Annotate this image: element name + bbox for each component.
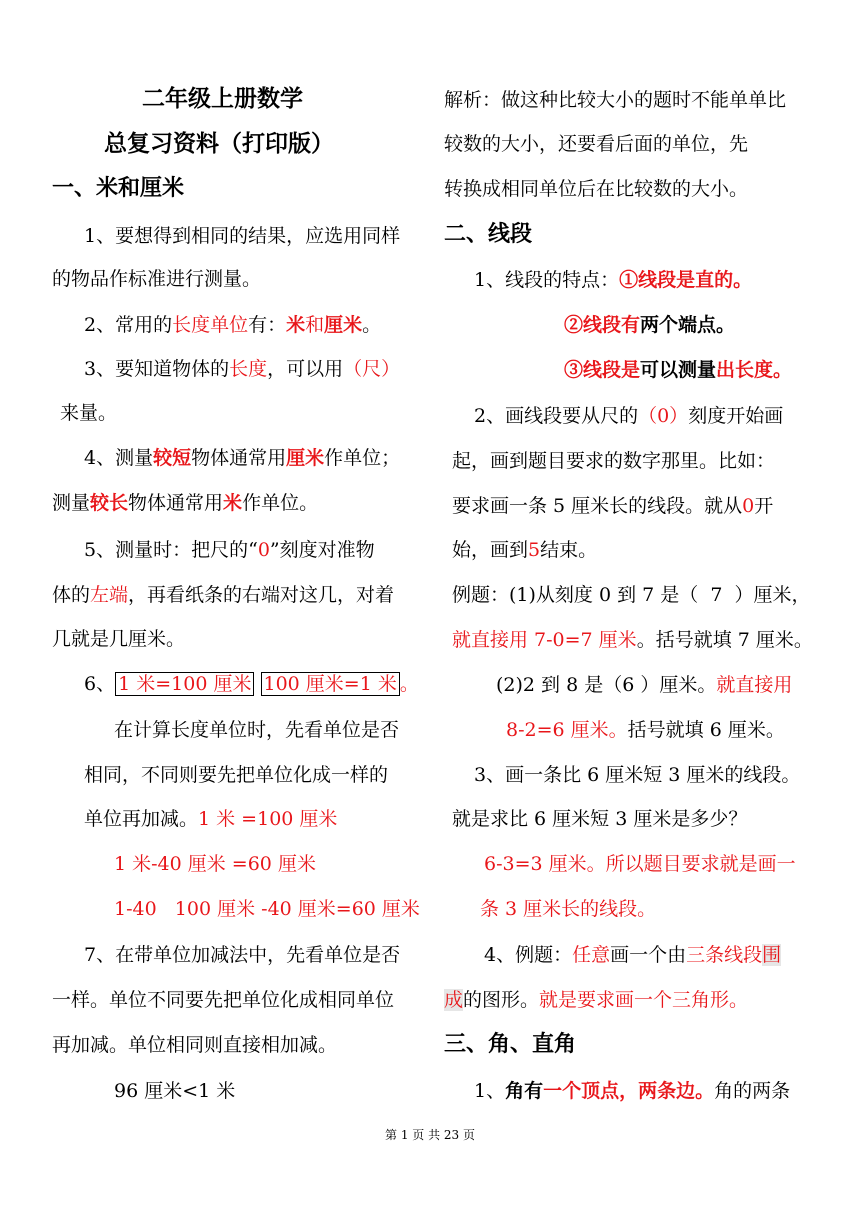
s1-calc-line1: 1 米-40 厘米 =60 厘米: [114, 853, 316, 875]
title-line-1: 二年级上册数学: [142, 86, 303, 112]
text-red: 任意: [572, 944, 611, 966]
text: 的图形。: [463, 989, 540, 1011]
text-bold: 角有: [505, 1080, 544, 1102]
text-red: 1 米 =100 厘米: [198, 808, 338, 830]
text: 单位再加减。: [84, 808, 199, 830]
s2-p2-line3: [452, 491, 773, 521]
s2-p2-line2: 起，画到题目要求的数字那里。比如：: [452, 450, 776, 472]
s2-p1-line2: [564, 310, 735, 340]
text-red: 三条线段: [686, 944, 763, 966]
s2-p3-line1: 3、画一条比 6 厘米短 3 厘米的线段。: [474, 764, 801, 786]
s1-p7-line2: 一样。单位不同要先把单位化成相同单位: [52, 989, 395, 1011]
s1-p6b-line1: 在计算长度单位时，先看单位是否: [114, 719, 400, 741]
text-red: 左端: [90, 584, 129, 606]
text-red-bold: 较长: [90, 492, 129, 514]
text: 6、: [84, 673, 116, 695]
s2-p2-line1: [474, 401, 783, 431]
s1-p7-example: 96 厘米<1 米: [114, 1080, 236, 1102]
text: 开: [754, 495, 774, 517]
text: 括号就填 6 厘米。: [627, 719, 785, 741]
formula-box-1: 1 米=100 厘米: [115, 672, 254, 696]
text-red-highlight: 成: [444, 989, 464, 1011]
text: 结束。: [540, 539, 598, 561]
s2-p3-line4: 条 3 厘米长的线段。: [480, 898, 657, 920]
s1-p2: [84, 310, 381, 340]
s3-p1-line1: [474, 1076, 790, 1106]
text-red-bold: 出长度。: [716, 359, 793, 381]
text-red-bold: 厘米: [286, 447, 325, 469]
text-red: 8-2=6 厘米。: [506, 719, 628, 741]
s2-p1-line1: [474, 265, 752, 295]
text: 1、: [474, 1080, 506, 1102]
text-red: 长度: [229, 358, 268, 380]
text: 物体通常用: [191, 447, 287, 469]
title-line-2: 总复习资料（打印版）: [104, 131, 334, 157]
s1-p5-line1: [84, 535, 375, 565]
text: 2、常用的: [84, 314, 173, 336]
s1-p5-line3: 几就是几厘米。: [52, 628, 186, 650]
text: 1、线段的特点：: [474, 269, 620, 291]
s1-p7-line3: 再加减。单位相同则直接相加减。: [52, 1034, 338, 1056]
text-red: 5: [528, 539, 541, 561]
text-red: 。: [399, 673, 419, 695]
text: 画一个由: [610, 944, 687, 966]
analysis-line2: 较数的大小，还要看后面的单位，先: [444, 133, 749, 155]
s1-p7-line1: 7、在带单位加减法中，先看单位是否: [84, 944, 401, 966]
s1-p6b-line2: 相同，不同则要先把单位化成一样的: [84, 764, 389, 786]
s1-p4-line1: [84, 443, 400, 473]
text-red-bold: 米: [223, 492, 243, 514]
text-red: 就直接用 7-0=7 厘米: [452, 629, 637, 651]
text-red: 长度单位: [172, 314, 249, 336]
s1-calc-line2: 1-40 100 厘米 -40 厘米=60 厘米: [114, 898, 420, 920]
s1-p5-line2: [52, 580, 394, 610]
text-bold: 两个端点。: [640, 314, 736, 336]
text: 4、例题：: [484, 944, 573, 966]
s1-p3-line2: 来量。: [60, 402, 118, 424]
s2-p3-line3: 6-3=3 厘米。所以题目要求就是画一: [484, 853, 796, 875]
page-footer: 第 1 页 共 23 页: [385, 1128, 475, 1142]
s1-p3-line1: [84, 354, 400, 384]
text: 测量: [52, 492, 91, 514]
s2-p1-line3: [564, 355, 792, 385]
s1-p1-line1: 1、要想得到相同的结果，应选用同样: [84, 225, 401, 247]
text: 。: [362, 314, 382, 336]
text: 角的两条: [714, 1080, 791, 1102]
text: 作单位；: [324, 447, 401, 469]
text: 。括号就填 7 厘米。: [636, 629, 813, 651]
text-red-bold: 较短: [153, 447, 192, 469]
text: 作单位。: [242, 492, 319, 514]
text-red: 就是要求画一个三角形。: [539, 989, 749, 1011]
text: 4、测量: [84, 447, 154, 469]
s2-ex1-line2: [452, 625, 813, 655]
formula-box-2: 100 厘米=1 米: [261, 672, 400, 696]
text: 始，画到: [452, 539, 529, 561]
text: ”刻度对准物: [269, 539, 375, 561]
text: 物体通常用: [128, 492, 224, 514]
s2-ex2-line1: [496, 670, 792, 700]
text-red-bold: ①线段是直的。: [619, 269, 753, 291]
section-heading-3: 三、角、直角: [444, 1032, 577, 1057]
analysis-line1: 解析：做这种比较大小的题时不能单单比: [444, 89, 787, 111]
s2-ex2-line2: [506, 715, 785, 745]
text: (2)2 到 8 是（6 ）厘米。: [496, 674, 717, 696]
text-red: （0）: [638, 405, 689, 427]
s1-p1-line2: 的物品作标准进行测量。: [52, 268, 262, 290]
text: 3、要知道物体的: [84, 358, 230, 380]
text: 有：: [248, 314, 287, 336]
text: 2、画线段要从尺的: [474, 405, 639, 427]
analysis-line3: 转换成相同单位后在比较数的大小。: [444, 178, 749, 200]
s2-p4-line1: [484, 940, 781, 970]
text-red: 0: [742, 495, 755, 517]
s2-p3-line2: 就是求比 6 厘米短 3 厘米是多少？: [452, 808, 748, 830]
text: ，可以用: [267, 358, 344, 380]
text: ，再看纸条的右端对这几，对着: [128, 584, 395, 606]
text-red: （尺）: [343, 358, 401, 380]
text-red: 和: [305, 314, 325, 336]
s2-ex1-line1: 例题：(1)从刻度 0 到 7 是（ 7 ）厘米，: [452, 584, 811, 606]
text-red-bold: 米: [286, 314, 306, 336]
section-heading-2: 二、线段: [444, 222, 533, 247]
s2-p2-line4: [452, 535, 597, 565]
s1-p6: [84, 669, 419, 699]
text-red-bold: ③线段是: [564, 359, 641, 381]
text: 体的: [52, 584, 91, 606]
s1-p4-line2: [52, 488, 318, 518]
text: 要求画一条 5 厘米长的线段。就从: [452, 495, 743, 517]
text-red: 0: [257, 539, 270, 561]
text-red-bold: ②线段有: [564, 314, 641, 336]
text-red-highlight: 围: [762, 944, 782, 966]
text-red: 就直接用: [716, 674, 793, 696]
text-red-bold: 一个顶点，两条边。: [543, 1080, 715, 1102]
section-heading-1: 一、米和厘米: [52, 176, 185, 201]
text-red-bold: 厘米: [324, 314, 363, 336]
text: 5、测量时：把尺的“: [84, 539, 258, 561]
s1-p6b-line3: [84, 804, 337, 834]
text-bold: 可以测量: [640, 359, 717, 381]
text: 刻度开始画: [688, 405, 784, 427]
s2-p4-line2: [444, 985, 748, 1015]
